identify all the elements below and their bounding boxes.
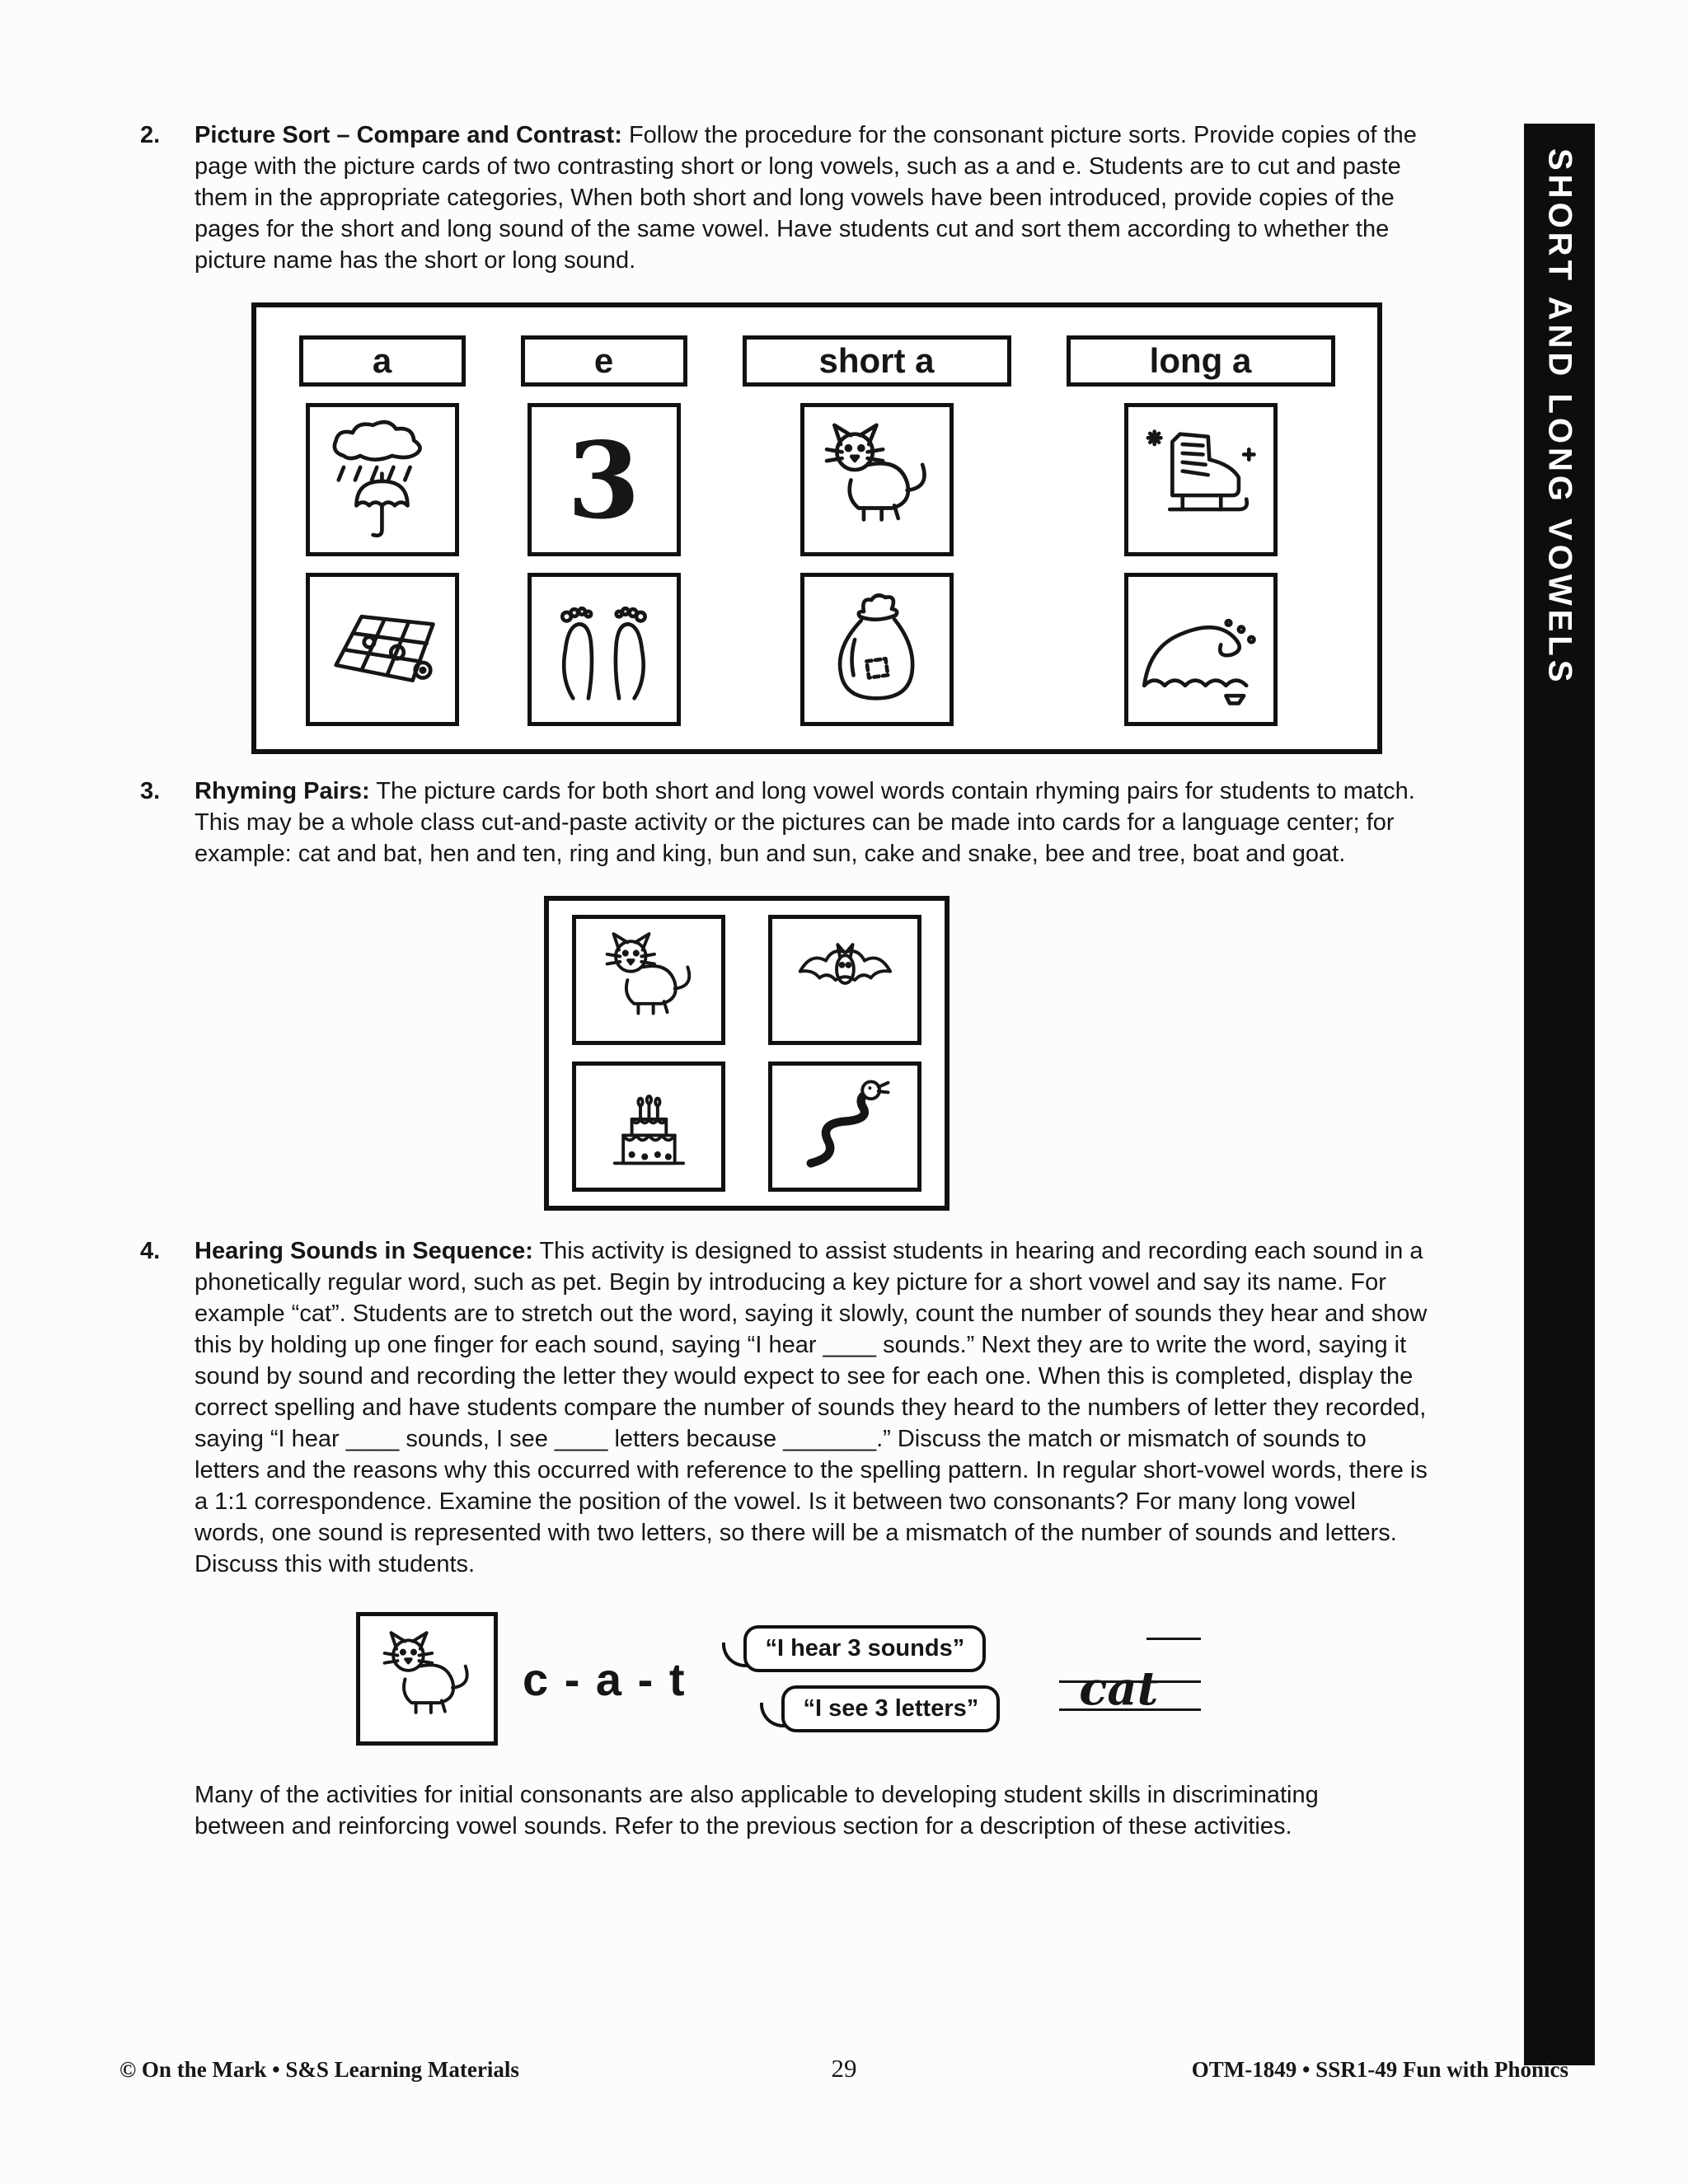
item-2-text — [195, 120, 1431, 276]
sort-column-e — [521, 335, 687, 726]
item-3-number: 3. — [140, 778, 161, 804]
picture-card — [1124, 573, 1278, 726]
svg-text:3: 3 — [567, 418, 640, 541]
snake-icon — [781, 1073, 909, 1180]
list-item-4 — [140, 1235, 1492, 1580]
speech-bubble-see: “I see 3 letters” — [781, 1685, 1000, 1732]
picture-sort-box — [251, 302, 1382, 754]
footer-publisher: © On the Mark • S&S Learning Materials — [120, 2057, 519, 2082]
demo-picture-card — [356, 1612, 498, 1746]
sort-header-short-a-label: short a — [818, 341, 935, 380]
number-3-icon — [540, 416, 668, 544]
rhyme-card — [768, 915, 921, 1045]
hearing-sounds-demo — [356, 1606, 1492, 1751]
item-2-title: Picture Sort – Compare and Contrast: — [195, 122, 622, 148]
picture-card — [306, 573, 459, 726]
picture-card — [306, 403, 459, 556]
game-board-icon — [318, 586, 446, 714]
segmented-word: c - a - t — [523, 1652, 687, 1705]
item-4-text — [195, 1235, 1431, 1580]
sort-column-long-a — [1067, 335, 1335, 726]
cat-icon — [369, 1625, 484, 1733]
picture-card — [528, 573, 681, 726]
sort-header-long-a — [1067, 335, 1335, 387]
cat-icon — [813, 416, 940, 544]
speech-bubble-hear: “I hear 3 sounds” — [743, 1625, 986, 1672]
sort-header-a — [299, 335, 466, 387]
picture-card — [528, 403, 681, 556]
footer-product-code: OTM-1849 • SSR1-49 Fun with Phonics — [1191, 2057, 1568, 2082]
sack-icon — [813, 586, 940, 714]
item-2-number: 2. — [140, 122, 161, 148]
page-footer — [120, 2054, 1568, 2083]
handwriting-top-line — [1146, 1638, 1201, 1640]
ice-skate-icon — [1137, 416, 1264, 544]
feet-icon — [540, 586, 668, 714]
sort-header-short-a — [743, 335, 1011, 387]
picture-card — [800, 403, 954, 556]
sort-header-long-a-label: long a — [1149, 341, 1252, 380]
cat-icon — [585, 926, 713, 1033]
item-2-body: Follow the procedure for the consonant picture sorts. Provide copies of the page with the picture cards of two contrasting short or long vowels, such as a and e. Students are to cut and paste them in the appropriate categories, When both short and long vowels have been introduced, provide copies of the pages for the short and long sound of the same vowel. Have students cut and sort them according to whether the picture name has the short or long sound. — [195, 122, 1417, 274]
handwriting-lines — [1059, 1631, 1201, 1727]
bat-icon — [781, 926, 909, 1033]
rhyme-card — [572, 1062, 725, 1192]
item-4-title: Hearing Sounds in Sequence: — [195, 1238, 533, 1264]
cake-icon — [585, 1073, 713, 1180]
rhyme-card — [572, 915, 725, 1045]
rhyming-pairs-box — [544, 896, 950, 1211]
handwritten-word: cat — [1079, 1661, 1159, 1716]
closing-paragraph: Many of the activities for initial consonants are also applicable to developing student skills in discriminating between and reinforcing vowel sounds. Refer to the previous section for a description of these activities. — [195, 1782, 1319, 1840]
picture-card — [800, 573, 954, 726]
page-number: 29 — [831, 2054, 857, 2083]
sort-header-e — [521, 335, 687, 387]
sort-column-short-a — [743, 335, 1011, 726]
item-3-text — [195, 776, 1431, 869]
sort-header-a-label: a — [372, 341, 392, 380]
item-4-body: This activity is designed to assist students in hearing and recording each sound in a phonetically regular word, such as pet. Begin by introducing a key picture for a short vowel and say its name. For example “cat”. Students are to stretch out the word, saying it slowly, count the number of sounds they hear and show this by holding up one finger for each sound, saying “I hear ____ sounds.” Next they are to write the word, saying it sound by sound and recording the letter they would expect to see for each one. When this is completed, display the correct spelling and have students compare the number of sounds they heard to the numbers of letter they recorded, saying “I hear ____ sounds, I see ____ letters because _______.” Discuss the match or mismatch of sounds to letters and the reasons why this occurred with reference to the spelling pattern. In regular short-vowel words, there is a 1:1 correspondence. Examine the position of the vowel. Is it between two consonants? For many long vowel words, one sound is represented with two letters, so there will be a mismatch of the number of sounds and letters. Discuss this with students. — [195, 1238, 1428, 1577]
list-item-2 — [140, 120, 1492, 276]
sort-header-e-label: e — [593, 341, 614, 380]
page-content — [140, 120, 1492, 1842]
side-tab — [1524, 124, 1595, 2065]
speech-bubbles — [743, 1625, 1000, 1732]
item-3-title: Rhyming Pairs: — [195, 778, 370, 804]
sort-column-a — [299, 335, 466, 726]
item-3-body: The picture cards for both short and long vowel words contain rhyming pairs for students to match. This may be a whole class cut-and-paste activity or the pictures can be made into cards for a language center; for example: cat and bat, hen and ten, ring and king, bun and sun, cake and snake, bee and tree, boat and goat. — [195, 778, 1415, 867]
list-item-3 — [140, 776, 1492, 869]
side-tab-label: SHORT AND LONG VOWELS — [1541, 148, 1578, 687]
wave-icon — [1137, 586, 1264, 714]
picture-card — [1124, 403, 1278, 556]
rhyme-card — [768, 1062, 921, 1192]
item-4-number: 4. — [140, 1238, 161, 1264]
rain-umbrella-icon — [318, 416, 446, 544]
